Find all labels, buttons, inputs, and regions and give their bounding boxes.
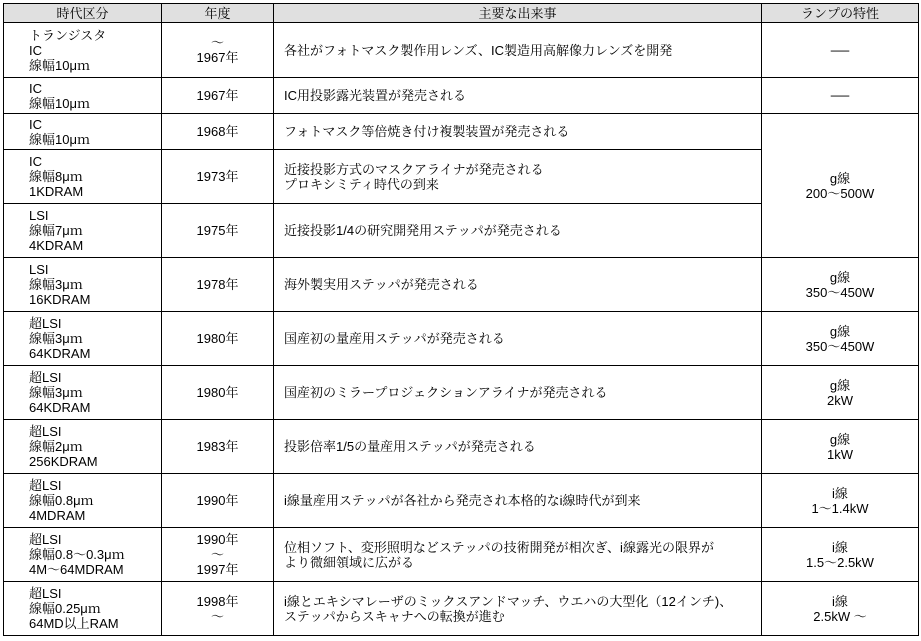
header-year: 年度: [162, 4, 274, 23]
era-cell: トランジスタ IC 線幅10μｍ: [4, 23, 162, 78]
header-row: [4, 4, 919, 23]
year-cell: 1967年: [162, 78, 274, 114]
table-row: [4, 582, 919, 636]
lamp-cell: g線 1kW: [762, 420, 919, 474]
era-cell: 超LSI 線幅2μｍ 256KDRAM: [4, 420, 162, 474]
table-row: [4, 114, 919, 150]
era-cell: 超LSI 線幅0.8～0.3μｍ 4M～64MDRAM: [4, 528, 162, 582]
table-row: [4, 366, 919, 420]
header-lamp: ランプの特性: [762, 4, 919, 23]
table-row: [4, 312, 919, 366]
era-cell: IC 線幅8μｍ 1KDRAM: [4, 150, 162, 204]
year-cell: 1975年: [162, 204, 274, 258]
era-cell: IC 線幅10μｍ: [4, 114, 162, 150]
year-cell: 1980年: [162, 312, 274, 366]
era-cell: LSI 線幅7μｍ 4KDRAM: [4, 204, 162, 258]
year-cell: 1983年: [162, 420, 274, 474]
year-cell: ～ 1967年: [162, 23, 274, 78]
year-cell: 1990年 ～ 1997年: [162, 528, 274, 582]
lamp-cell: i線 2.5kW ～: [762, 582, 919, 636]
lamp-cell: i線 1～1.4kW: [762, 474, 919, 528]
event-cell: 近接投影方式のマスクアライナが発売される プロキシミティ時代の到来: [274, 150, 762, 204]
history-table: [3, 3, 919, 636]
era-cell: 超LSI 線幅3μｍ 64KDRAM: [4, 312, 162, 366]
event-cell: 投影倍率1/5の量産用ステッパが発売される: [274, 420, 762, 474]
event-cell: 各社がフォトマスク製作用レンズ、IC製造用高解像力レンズを開発: [274, 23, 762, 78]
event-cell: i線量産用ステッパが各社から発売され本格的なi線時代が到来: [274, 474, 762, 528]
lamp-cell: g線 2kW: [762, 366, 919, 420]
table-row: [4, 258, 919, 312]
event-cell: 海外製実用ステッパが発売される: [274, 258, 762, 312]
table-row: [4, 78, 919, 114]
event-cell: 位相ソフト、変形照明などステッパの技術開発が相次ぎ、i線露光の限界が より微細領域に広がる: [274, 528, 762, 582]
era-cell: 超LSI 線幅3μｍ 64KDRAM: [4, 366, 162, 420]
header-event: 主要な出来事: [274, 4, 762, 23]
era-cell: 超LSI 線幅0.25μｍ 64MD以上RAM: [4, 582, 162, 636]
era-cell: IC 線幅10μｍ: [4, 78, 162, 114]
lamp-cell: g線 350～450W: [762, 312, 919, 366]
header-era: 時代区分: [4, 4, 162, 23]
lamp-cell: i線 1.5～2.5kW: [762, 528, 919, 582]
year-cell: 1980年: [162, 366, 274, 420]
event-cell: 国産初の量産用ステッパが発売される: [274, 312, 762, 366]
table-row: [4, 474, 919, 528]
year-cell: 1968年: [162, 114, 274, 150]
event-cell: フォトマスク等倍焼き付け複製装置が発売される: [274, 114, 762, 150]
lamp-cell: g線 200～500W: [762, 114, 919, 258]
event-cell: IC用投影露光装置が発売される: [274, 78, 762, 114]
era-cell: 超LSI 線幅0.8μｍ 4MDRAM: [4, 474, 162, 528]
year-cell: 1990年: [162, 474, 274, 528]
event-cell: i線とエキシマレーザのミックスアンドマッチ、ウエハの大型化（12インチ)、 ステッパからスキャナへの転換が進む: [274, 582, 762, 636]
lamp-cell: ──: [762, 78, 919, 114]
year-cell: 1973年: [162, 150, 274, 204]
table-row: [4, 528, 919, 582]
lamp-cell: ──: [762, 23, 919, 78]
event-cell: 近接投影1/4の研究開発用ステッパが発売される: [274, 204, 762, 258]
era-cell: LSI 線幅3μｍ 16KDRAM: [4, 258, 162, 312]
year-cell: 1998年 ～: [162, 582, 274, 636]
event-cell: 国産初のミラープロジェクションアライナが発売される: [274, 366, 762, 420]
table-row: [4, 420, 919, 474]
lamp-cell: g線 350～450W: [762, 258, 919, 312]
year-cell: 1978年: [162, 258, 274, 312]
table-row: [4, 23, 919, 78]
